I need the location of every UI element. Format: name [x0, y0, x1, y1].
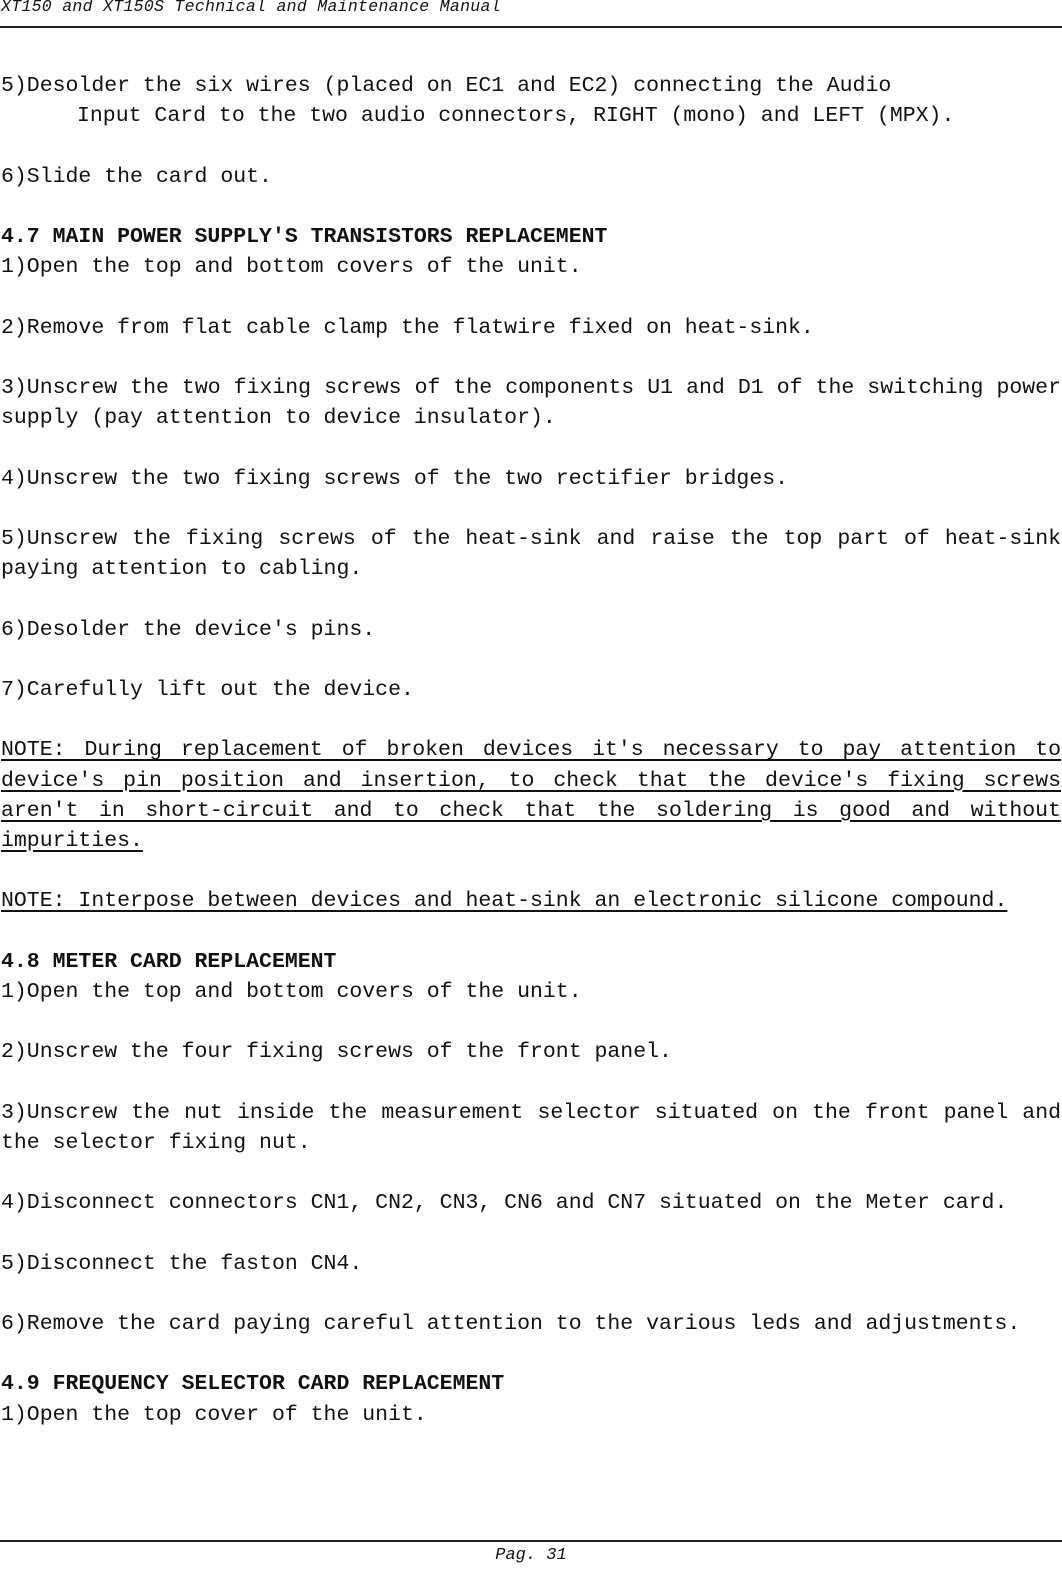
step-text: 3)Unscrew the nut inside the measurement selector situated on the front panel and the selector fixing nut. — [1, 1100, 1061, 1155]
step-text: 2)Unscrew the four fixing screws of the front panel. — [1, 1040, 672, 1065]
step-text: 1)Open the top cover of the unit. — [1, 1402, 427, 1427]
step-text: 5)Desolder the six wires (placed on EC1 and EC2) connecting the Audio — [1, 74, 892, 98]
step-text: 7)Carefully lift out the device. — [1, 677, 414, 702]
page-header — [0, 0, 1062, 28]
step-text: 1)Open the top and bottom covers of the unit. — [1, 255, 582, 280]
section-heading-4-9: 4.9 FREQUENCY SELECTOR CARD REPLACEMENT — [1, 1372, 505, 1397]
step-text: 3)Unscrew the two fixing screws of the components U1 and D1 of the switching power supply (pay attention to device insulator). — [1, 375, 1061, 431]
step-text-continued: Input Card to the two audio connectors, RIGHT (mono) and LEFT (MPX). — [77, 104, 955, 129]
step-text: 1)Open the top and bottom covers of the unit. — [1, 979, 582, 1004]
note-text: NOTE: During replacement of broken devices it's necessary to pay attention to device's pin position and insertion, to check that the device's fixing screws aren't in short-circuit and to check that the soldering is good and without impurities. — [1, 738, 1061, 853]
page-body — [1, 71, 1061, 1430]
step-text: 6)Remove the card paying careful attention to the various leds and adjustments. — [1, 1312, 1021, 1337]
step-text: 4)Unscrew the two fixing screws of the two rectifier bridges. — [1, 466, 789, 491]
manual-title: XT150 and XT150S Technical and Maintenance Manual — [1, 0, 501, 16]
step-text: 2)Remove from flat cable clamp the flatwire fixed on heat-sink. — [1, 315, 814, 340]
step-text: 4)Disconnect connectors CN1, CN2, CN3, CN6 and CN7 situated on the Meter card. — [1, 1191, 1008, 1216]
step-text: 5)Unscrew the fixing screws of the heat-sink and raise the top part of heat-sink paying attention to cabling. — [1, 526, 1061, 582]
section-heading-4-7: 4.7 MAIN POWER SUPPLY'S TRANSISTORS REPLACEMENT — [1, 224, 608, 249]
page-footer — [0, 1540, 1062, 1569]
step-text: 6)Desolder the device's pins. — [1, 617, 376, 642]
note-text: NOTE: Interpose between devices and heat-sink an electronic silicone compound. — [1, 889, 1008, 914]
section-heading-4-8: 4.8 METER CARD REPLACEMENT — [1, 949, 337, 974]
step-text: 6)Slide the card out. — [1, 164, 272, 189]
step-text: 5)Disconnect the faston CN4. — [1, 1251, 363, 1276]
page-number: Pag. 31 — [495, 1546, 567, 1565]
